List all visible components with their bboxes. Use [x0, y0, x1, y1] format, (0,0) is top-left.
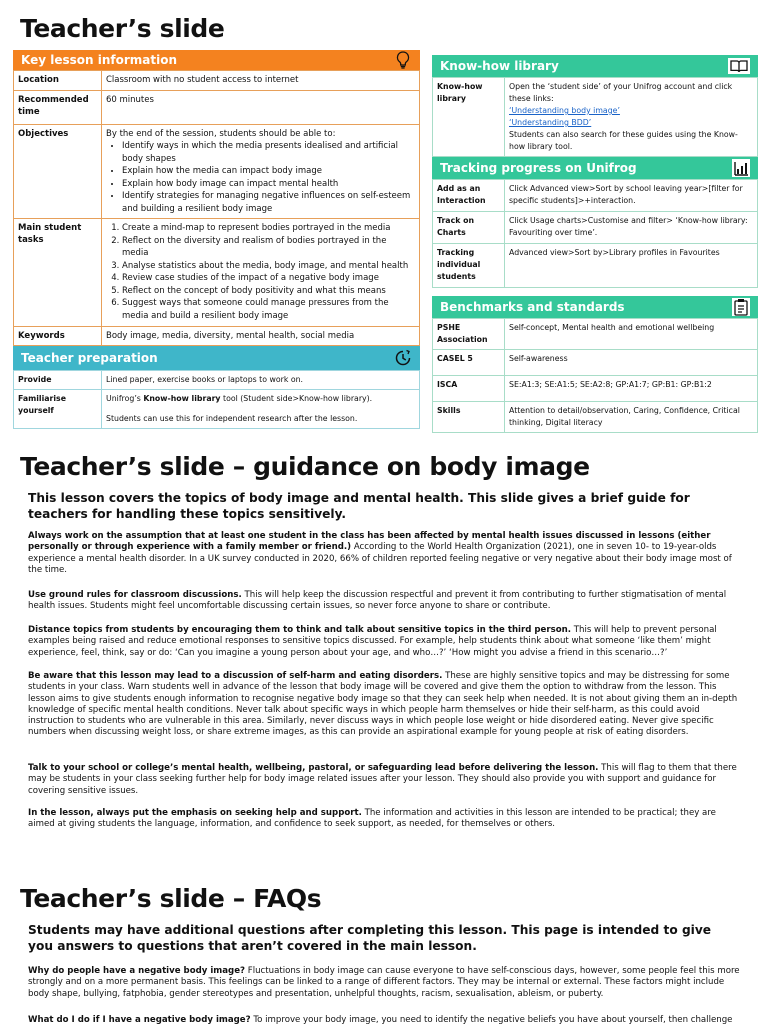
key-lesson-panel: [13, 50, 420, 429]
guidance-paragraph: [28, 590, 740, 613]
knowhow-header: [432, 55, 758, 77]
familiarise-note: Students can use this for independent research after the lesson.: [106, 414, 358, 423]
tracking-row-label: Add as an Interaction: [433, 180, 505, 212]
table-row: [433, 350, 758, 376]
benchmark-value: Self-concept, Mental health and emotional wellbeing: [505, 319, 758, 350]
familiarise-cell: [102, 390, 420, 429]
list-item: 4. Review case studies of the impact of a negative body image: [122, 272, 415, 285]
paragraph-heading: Talk to your school or college’s mental health, wellbeing, pastoral, or safeguarding lead before delivering the lesson.: [28, 763, 599, 773]
knowhow-table: [432, 77, 758, 157]
table-row: [14, 71, 420, 91]
objectives-list: [122, 140, 415, 215]
knowhow-note: Students can also search for these guides using the Know-how library tool.: [509, 130, 738, 151]
objectives-intro: By the end of the session, students should be able to:: [106, 129, 336, 139]
benchmark-value: Self-awareness: [505, 350, 758, 376]
provide-label: Provide: [14, 371, 102, 390]
paragraph-text: This will help keep the discussion respectful and prevent it from contributing to further stigmatisation of mental health issues. Students might feel uncomfortable discussing certain issues, so never force anyone to share or contribute.: [28, 590, 727, 612]
faqs-title: Teacher’s slide – FAQs: [20, 884, 322, 913]
table-row: [433, 180, 758, 212]
list-item: 1. Create a mind-map to represent bodies portrayed in the media: [122, 222, 415, 235]
list-item: 3. Analyse statistics about the media, body image, and mental health: [122, 260, 415, 273]
time-label: Recommended time: [14, 91, 102, 125]
benchmark-value: Attention to detail/observation, Caring, Confidence, Critical thinking, Digital literacy: [505, 402, 758, 433]
list-item: 6. Suggest ways that someone could manage pressures from the media and build a resilient body image: [122, 297, 415, 322]
location-value: Classroom with no student access to internet: [102, 71, 420, 91]
table-row: [433, 319, 758, 350]
knowhow-title: Know-how library: [440, 59, 559, 73]
table-row: [14, 327, 420, 346]
location-label: Location: [14, 71, 102, 91]
tasks-label: Main student tasks: [14, 219, 102, 327]
tracking-row-value: Advanced view>Sort by>Library profiles in Favourites: [505, 244, 758, 288]
list-item: • Explain how body image can impact mental health: [122, 178, 415, 191]
faq-question: What do I do if I have a negative body image?: [28, 1015, 251, 1024]
familiarise-tool-name: Know-how library: [143, 394, 221, 403]
benchmark-value: SE:A1:3; SE:A1:5; SE:A2:8; GP:A1:7; GP:B1: GP:B1:2: [505, 376, 758, 402]
clock-icon: [394, 349, 412, 367]
table-row: [433, 402, 758, 433]
guidance-title: Teacher’s slide – guidance on body image: [20, 452, 590, 481]
table-row: [14, 371, 420, 390]
book-icon: [728, 58, 750, 74]
key-lesson-title: Key lesson information: [21, 53, 178, 67]
table-row: [433, 376, 758, 402]
tracking-row-label: Track on Charts: [433, 212, 505, 244]
objectives-label: Objectives: [14, 125, 102, 219]
table-row: [433, 244, 758, 288]
paragraph-heading: Be aware that this lesson may lead to a discussion of self-harm and eating disorders.: [28, 671, 443, 681]
familiarise-label: Familiarise yourself: [14, 390, 102, 429]
list-item: • Identify strategies for managing negative influences on self-esteem and building a resilient body image: [122, 190, 415, 215]
benchmarks-title: Benchmarks and standards: [440, 300, 625, 314]
knowhow-label: Know-how library: [433, 78, 505, 157]
paragraph-heading: Always work on the assumption that at least one student in the class has been affected by mental health issues discussed in lessons (either personally or through experience with a family member or friend.): [28, 531, 711, 553]
benchmark-label: PSHE Association: [433, 319, 505, 350]
teacher-prep-header: [13, 346, 420, 370]
key-lesson-header: [13, 50, 420, 70]
paragraph-text: According to the World Health Organization (2021), one in seven 10- to 19-year-olds experience a mental health disorder. In a UK survey conducted in 2020, 66% of children reported feeling negative or very negative about their body image most of the time.: [28, 542, 732, 575]
table-row: [14, 91, 420, 125]
tracking-header: [432, 157, 758, 179]
table-row: [14, 390, 420, 429]
list-item: 2. Reflect on the diversity and realism of bodies portrayed in the media: [122, 235, 415, 260]
keywords-label: Keywords: [14, 327, 102, 346]
benchmarks-table: [432, 318, 758, 433]
faq-answer: Fluctuations in body image can cause everyone to have self-conscious days, however, some people feel this more strongly and on a more permanent basis. This feelings can be linked to a range of different factors. They may be internal or external. These factors might include body shape, bullying, fatphobia, gender stereotypes and presentation, unhelpful thoughts, racism, sexualisation, ableism, or puberty.: [28, 966, 740, 999]
guidance-paragraph: [28, 763, 740, 797]
tracking-row-value: Click Advanced view>Sort by school leaving year>[filter for specific students]>+interaction.: [505, 180, 758, 212]
table-row: [433, 212, 758, 244]
paragraph-text: This will help to prevent personal examples being raised and reduce emotional responses to sensitive topics discussed. For example, help students think about what someone ‘like them’ might experience, feel, think, say or do: ‘Can you imagine a young person about your age, and who…?’ ‘How might you advise a friend in this scenario…?’: [28, 625, 717, 658]
tracking-title: Tracking progress on Unifrog: [440, 161, 637, 175]
faq-item: [28, 966, 740, 1000]
table-row: [433, 78, 758, 157]
time-value: 60 minutes: [102, 91, 420, 125]
provide-value: Lined paper, exercise books or laptops to work on.: [102, 371, 420, 390]
keywords-value: Body image, media, diversity, mental health, social media: [102, 327, 420, 346]
tracking-row-label: Tracking individual students: [433, 244, 505, 288]
right-panel: [432, 55, 758, 433]
faq-question: Why do people have a negative body image?: [28, 966, 246, 976]
tasks-cell: [102, 219, 420, 327]
key-lesson-table: [13, 70, 420, 346]
table-row: [14, 125, 420, 219]
objectives-cell: [102, 125, 420, 219]
familiarise-pre: Unifrog’s: [106, 394, 144, 403]
benchmark-label: Skills: [433, 402, 505, 433]
paragraph-text: This will flag to them that there may be students in your class seeking further help for body image related issues after your lesson. They should also provide you with support and guidance for covering sensitive issues.: [28, 763, 737, 796]
benchmark-label: CASEL 5: [433, 350, 505, 376]
clipboard-icon: [732, 298, 750, 316]
guidance-paragraph: [28, 625, 740, 659]
paragraph-text: The information and activities in this lesson are intended to be practical; they are aimed at giving students the language, information, and confidence to seek support, as needed, for themselves or others.: [28, 808, 716, 830]
benchmark-label: ISCA: [433, 376, 505, 402]
faqs-lead: Students may have additional questions after completing this lesson. This page is intended to give you answers to questions that aren’t covered in the main lesson.: [28, 923, 712, 953]
paragraph-heading: In the lesson, always put the emphasis on seeking help and support.: [28, 808, 362, 818]
guidance-lead: This lesson covers the topics of body image and mental health. This slide gives a brief guide for teachers for handling these topics sensitively.: [28, 491, 690, 521]
link-understanding-bdd[interactable]: ‘Understanding BDD’: [509, 118, 592, 127]
guidance-paragraph: [28, 671, 740, 739]
paragraph-text: These are highly sensitive topics and may be distressing for some students in your class. Warn students well in advance of the lesson that body image will be covered and give them the option to withdraw from the lesson. This lesson aims to give students enough information to recognise negative body image so that they can seek help when needed. It is not about giving them an in-depth knowledge of specific mental health conditions. Never talk about specific ways in which people harm themselves or hide their self-harm, as this could avoid instruction to students who are vulnerable in this area. Similarly, never discuss ways in which people lose weight or hide disordered eating. Never give specific numbers when discussing weight loss, or share extreme images, as this can provide an aspirational example for young people at risk of eating disorders.: [28, 671, 738, 738]
paragraph-heading: Distance topics from students by encouraging them to think and talk about sensitive topics in the third person.: [28, 625, 572, 635]
knowhow-intro: Open the ‘student side’ of your Unifrog account and click these links:: [509, 82, 733, 103]
chart-icon: [732, 159, 750, 177]
tracking-row-value: Click Usage charts>Customise and filter> ‘Know-how library: Favouriting over time’.: [505, 212, 758, 244]
paragraph-heading: Use ground rules for classroom discussions.: [28, 590, 242, 600]
tracking-table: [432, 179, 758, 288]
benchmarks-header: [432, 296, 758, 318]
faq-item: [28, 1015, 740, 1024]
familiarise-post: tool (Student side>Know-how library).: [220, 394, 373, 403]
tasks-list: [122, 222, 415, 322]
faq-answer: To improve your body image, you need to identify the negative beliefs you have about yourself, then challenge: [250, 1015, 733, 1024]
page-title: Teacher’s slide: [20, 14, 225, 43]
teacher-prep-title: Teacher preparation: [21, 351, 158, 365]
knowhow-cell: [505, 78, 758, 157]
link-understanding-body-image[interactable]: ‘Understanding body image’: [509, 106, 620, 115]
table-row: [14, 219, 420, 327]
list-item: • Identify ways in which the media presents idealised and artificial body shapes: [122, 140, 415, 165]
lightbulb-icon: [394, 51, 412, 69]
teacher-prep-table: [13, 370, 420, 429]
guidance-paragraph: [28, 531, 740, 576]
list-item: 5. Reflect on the concept of body positivity and what this means: [122, 285, 415, 298]
list-item: • Explain how the media can impact body image: [122, 165, 415, 178]
guidance-paragraph: [28, 808, 740, 831]
